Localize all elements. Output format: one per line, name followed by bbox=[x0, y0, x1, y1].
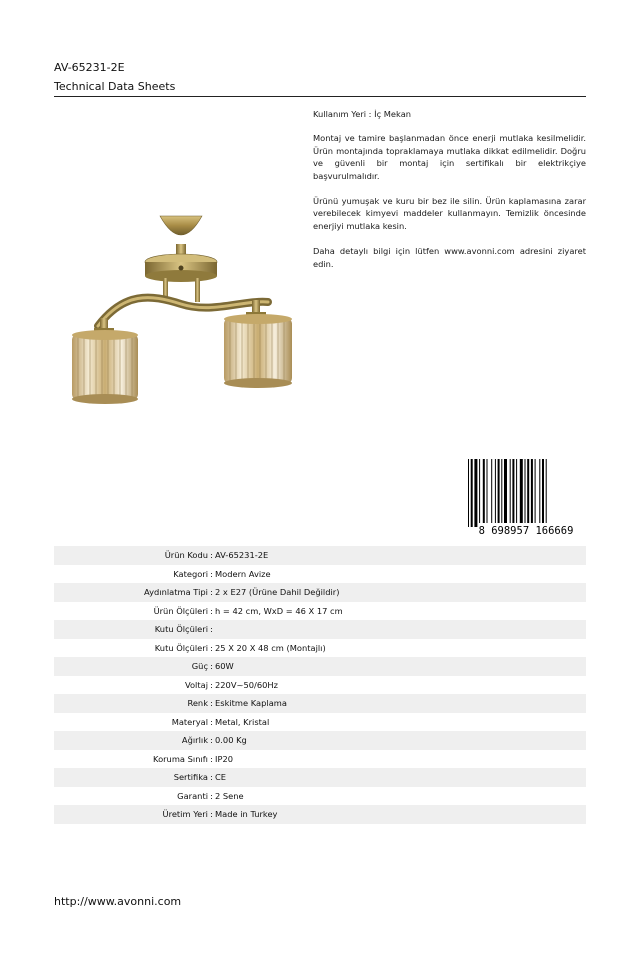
spec-label: Sertifika bbox=[54, 768, 208, 787]
spec-separator: : bbox=[208, 620, 215, 639]
spec-value: 2 x E27 (Ürüne Dahil Değildir) bbox=[215, 583, 586, 602]
barcode-bar bbox=[542, 459, 544, 527]
header-divider bbox=[54, 96, 586, 97]
more-info-paragraph: Daha detaylı bilgi için lütfen www.avonni.com adresini ziyaret edin. bbox=[313, 246, 586, 269]
barcode-bar bbox=[525, 459, 526, 527]
barcode-bar bbox=[527, 459, 529, 527]
table-row bbox=[54, 768, 586, 787]
barcode-bar bbox=[531, 459, 533, 527]
spec-separator: : bbox=[208, 805, 215, 824]
spec-separator: : bbox=[210, 679, 213, 690]
spec-label: Ağırlık bbox=[54, 731, 208, 750]
spec-label: Güç bbox=[54, 657, 208, 676]
barcode-bar bbox=[491, 459, 492, 527]
table-row bbox=[54, 657, 586, 676]
barcode-bar bbox=[504, 459, 507, 527]
table-row bbox=[54, 565, 586, 584]
spec-separator: : bbox=[208, 546, 215, 565]
spec-value: 25 X 20 X 48 cm (Montajlı) bbox=[215, 642, 326, 653]
barcode-bar bbox=[535, 459, 536, 527]
product-info bbox=[313, 108, 586, 270]
barcode-bar bbox=[471, 459, 473, 527]
product-photo bbox=[54, 104, 306, 512]
usage-location: Kullanım Yeri : İç Mekan bbox=[313, 109, 412, 119]
barcode-bars bbox=[468, 459, 547, 527]
table-row bbox=[54, 805, 586, 824]
spec-separator: : bbox=[210, 753, 213, 764]
spec-value: 0.00 Kg bbox=[215, 731, 586, 750]
spec-label: Renk bbox=[54, 694, 208, 713]
spec-label: Kutu Ölçüleri bbox=[54, 620, 208, 639]
spec-separator: : bbox=[210, 716, 213, 727]
barcode-bar bbox=[520, 459, 523, 527]
spec-value: IP20 bbox=[215, 753, 234, 764]
spec-label: Garanti bbox=[177, 790, 208, 801]
spec-label: Voltaj bbox=[184, 679, 208, 690]
table-row bbox=[54, 750, 586, 769]
spec-separator: : bbox=[208, 657, 215, 676]
barcode-bar bbox=[546, 459, 547, 527]
spec-value: 220V~50/60Hz bbox=[215, 679, 278, 690]
spec-label: Materyal bbox=[171, 716, 208, 727]
table-row bbox=[54, 676, 586, 695]
barcode-bar bbox=[487, 459, 488, 527]
barcode-bar bbox=[510, 459, 511, 527]
barcode-bar bbox=[483, 459, 485, 527]
spec-separator: : bbox=[208, 694, 215, 713]
safety-paragraph: Montaj ve tamire başlanmadan önce enerji mutlaka kesilmelidir. Ürün montajında topraklamaya mutlaka dikkat edilmelidir. Doğru ve güvenli bir montaj için sertifikalı bir elektrikçiye başvurulmalıdır. bbox=[313, 133, 586, 181]
spec-value: Made in Turkey bbox=[215, 805, 586, 824]
spec-label: Koruma Sınıfı bbox=[153, 753, 208, 764]
table-row bbox=[54, 583, 586, 602]
barcode-bar bbox=[539, 459, 540, 527]
spec-separator: : bbox=[208, 731, 215, 750]
specifications-table bbox=[54, 546, 586, 824]
table-row bbox=[54, 731, 586, 750]
barcode-bar bbox=[516, 459, 517, 527]
table-row bbox=[54, 713, 586, 732]
spec-value: Modern Avize bbox=[215, 568, 271, 579]
spec-separator: : bbox=[208, 583, 215, 602]
spec-value bbox=[215, 620, 586, 639]
barcode-bar bbox=[495, 459, 496, 527]
spec-label: Kutu Ölçüleri bbox=[154, 642, 208, 653]
spec-value: 2 Sene bbox=[215, 790, 244, 801]
table-row bbox=[54, 602, 586, 621]
barcode-bar bbox=[512, 459, 514, 527]
table-row bbox=[54, 620, 586, 639]
spec-value: Eskitme Kaplama bbox=[215, 694, 586, 713]
table-row bbox=[54, 546, 586, 565]
spec-value: Metal, Kristal bbox=[215, 716, 270, 727]
spec-separator: : bbox=[210, 605, 213, 616]
table-row bbox=[54, 639, 586, 658]
footer-url: http://www.avonni.com bbox=[54, 895, 182, 908]
table-row bbox=[54, 694, 586, 713]
barcode-digits: 8 698957 166669 bbox=[478, 525, 574, 536]
cleaning-paragraph: Ürünü yumuşak ve kuru bir bez ile silin. Ürün kaplamasına zarar verebilecek kimyevi maddeler kullanmayın. Temizlik öncesinde enerjiyi mutlaka kesin. bbox=[313, 196, 586, 231]
spec-value: h = 42 cm, WxD = 46 X 17 cm bbox=[215, 605, 343, 616]
table-row bbox=[54, 787, 586, 806]
document-subtitle: Technical Data Sheets bbox=[54, 80, 176, 93]
product-code-title: AV-65231-2E bbox=[54, 61, 125, 74]
spec-value: AV-65231-2E bbox=[215, 546, 586, 565]
spec-separator: : bbox=[210, 790, 213, 801]
spec-separator: : bbox=[210, 642, 213, 653]
barcode bbox=[466, 459, 586, 536]
barcode-bar bbox=[479, 459, 480, 527]
spec-label: Ürün Ölçüleri bbox=[153, 605, 208, 616]
spec-label: Aydınlatma Tipi bbox=[54, 583, 208, 602]
barcode-bar bbox=[474, 459, 477, 527]
barcode-bar bbox=[498, 459, 500, 527]
spec-value: CE bbox=[215, 768, 586, 787]
barcode-bar bbox=[501, 459, 502, 527]
spec-separator: : bbox=[210, 568, 213, 579]
barcode-bar bbox=[468, 459, 469, 527]
spec-separator: : bbox=[208, 768, 215, 787]
spec-label: Ürün Kodu bbox=[54, 546, 208, 565]
spec-label: Kategori bbox=[173, 568, 208, 579]
spec-value: 60W bbox=[215, 657, 586, 676]
spec-label: Üretim Yeri bbox=[54, 805, 208, 824]
